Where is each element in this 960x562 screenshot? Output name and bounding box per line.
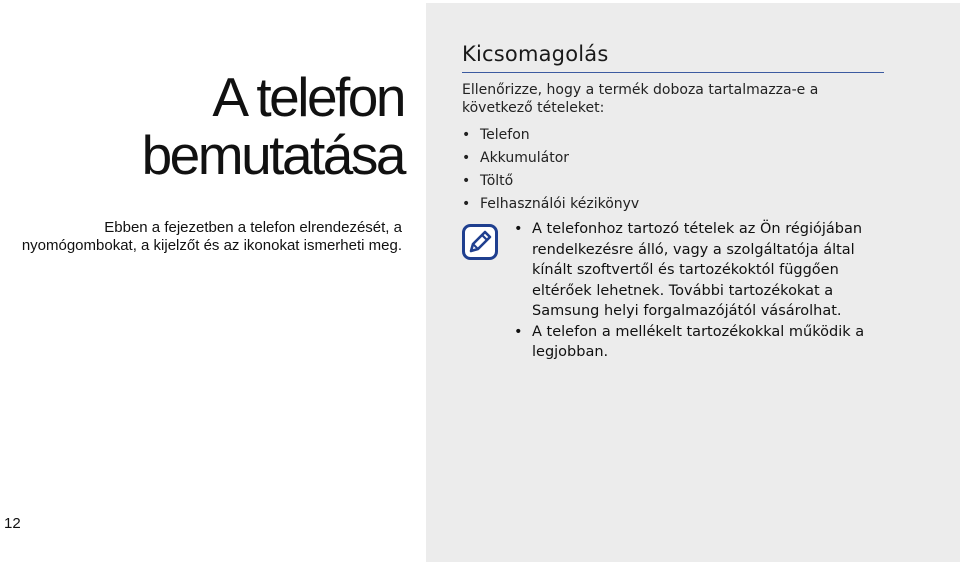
page-number: 12 bbox=[4, 515, 21, 532]
package-contents-list bbox=[462, 126, 639, 218]
bullet: • bbox=[462, 173, 471, 189]
note-text: A telefonhoz tartozó tételek az Ön régiójában rendelkezésre álló, vagy a szolgáltatója által kínált szoftvertől és tartozékoktól függően eltérőek lehetnek. További tartozékokat a Samsung helyi forgalmazójától vásárolhat. bbox=[532, 221, 863, 319]
list-item bbox=[462, 126, 639, 149]
bullet: • bbox=[514, 323, 523, 340]
notes-list bbox=[514, 219, 894, 363]
section-intro: Ellenőrizze, hogy a termék doboza tartalmazza-e a következő tételeket: bbox=[462, 82, 819, 116]
list-item-label: Telefon bbox=[480, 127, 530, 143]
section-title: Kicsomagolás bbox=[462, 42, 609, 66]
note-item bbox=[514, 219, 894, 322]
section-divider bbox=[462, 72, 884, 73]
bullet: • bbox=[514, 221, 523, 237]
bullet: • bbox=[462, 150, 471, 166]
list-item-label: Felhasználói kézikönyv bbox=[480, 196, 640, 212]
bullet: • bbox=[462, 127, 471, 143]
chapter-intro-column bbox=[0, 0, 426, 562]
chapter-title: A telefon bemutatása bbox=[141, 66, 404, 186]
list-item-label: Töltő bbox=[480, 173, 514, 189]
note-text: A telefon a mellékelt tartozékokkal működik a legjobban. bbox=[532, 323, 865, 360]
chapter-intro-text: Ebben a fejezetben a telefon elrendezését, a nyomógombokat, a kijelzőt és az ikonokat ismerheti meg. bbox=[21, 219, 402, 254]
content-panel bbox=[426, 3, 960, 562]
note-item bbox=[514, 322, 894, 363]
list-item bbox=[462, 172, 639, 195]
bullet: • bbox=[462, 196, 471, 212]
list-item-label: Akkumulátor bbox=[480, 150, 570, 166]
list-item bbox=[462, 195, 639, 218]
list-item bbox=[462, 149, 639, 172]
note-pencil-icon bbox=[462, 224, 498, 260]
